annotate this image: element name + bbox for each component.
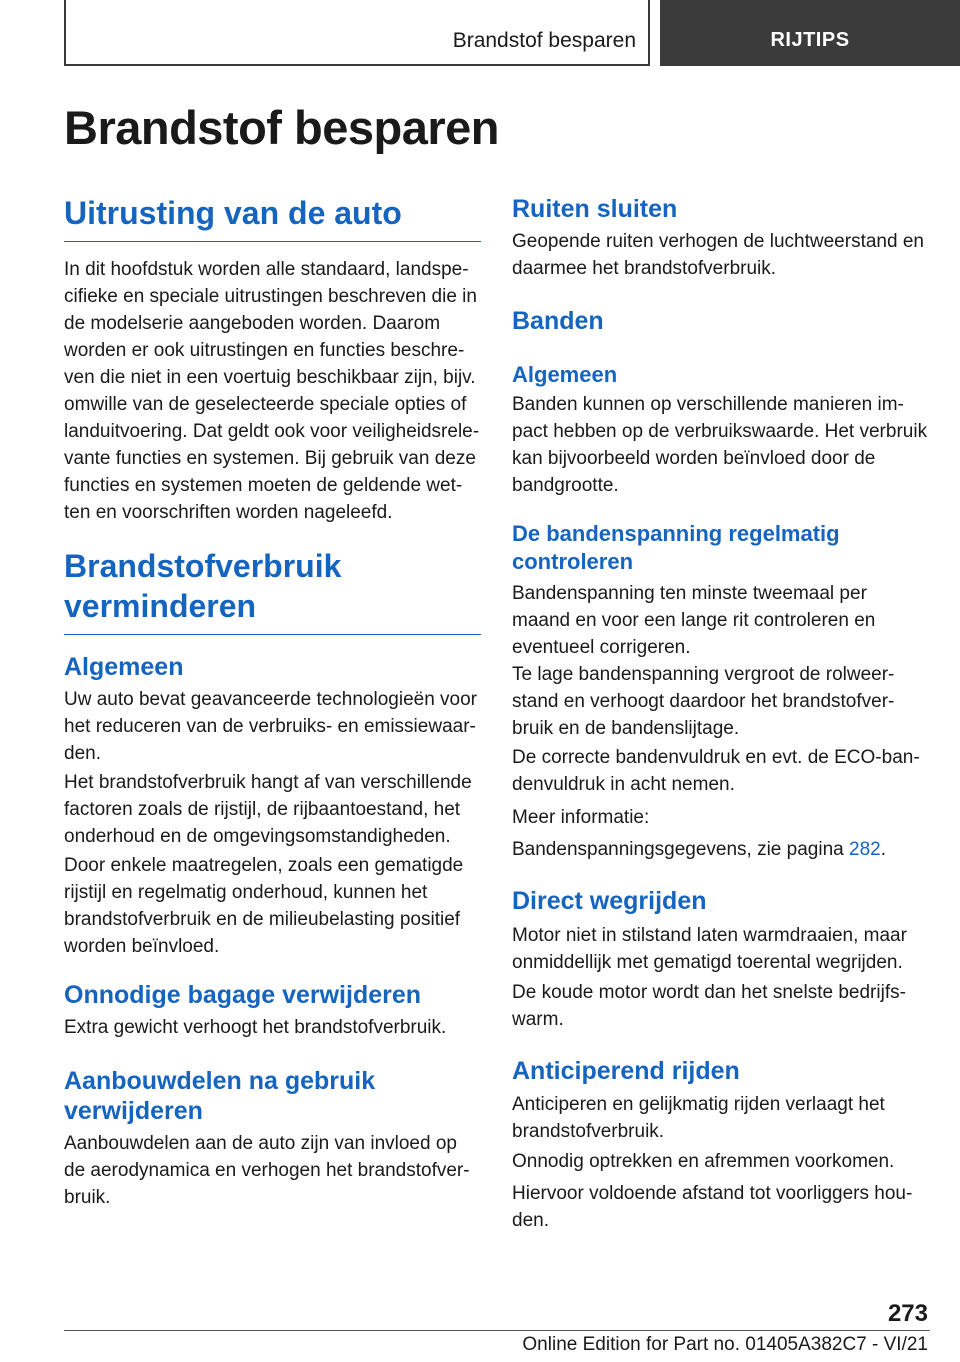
paragraph-banden-algemeen: Banden kunnen op verschillende manieren im-pact hebben op de verbruikswaarde. Het verbruik kan bijvoorbeeld worden beïnvloed door de bandgrootte. bbox=[512, 394, 928, 496]
page-title: Brandstof besparen bbox=[64, 101, 499, 154]
heading-banden: Banden bbox=[512, 307, 604, 335]
reference-end: . bbox=[880, 839, 886, 860]
paragraph-bandenspanningsgegevens bbox=[512, 836, 930, 863]
heading-banden-algemeen: Algemeen bbox=[512, 362, 618, 387]
heading-brandstofverbruik-line2: verminderen bbox=[64, 588, 257, 624]
paragraph-uitrusting: In dit hoofdstuk worden alle standaard, landspe-cifieke en speciale uitrustingen beschreven die in de modelserie aangeboden worden. Daarom worden er ook uitrustingen en functies beschre-ven die niet in een voertuig beschikbaar zijn, bijv. omwille van de geselecteerde speciale opties of landuitvoering. Dat geldt ook voor veiligheidsrele-vante functies en systemen. Bij gebruik van deze functies en systemen moeten de geldende wet-ten en voorschriften worden nageleefd. bbox=[64, 259, 480, 523]
paragraph-algemeen-1: Uw auto bevat geavanceerde technologieën voor het reduceren van de verbruiks- en emissiewaar-den. bbox=[64, 689, 478, 764]
section-title: Brandstof besparen bbox=[452, 29, 636, 52]
paragraph-bandenspanning-1: Bandenspanning ten minste tweemaal per maand en voor een lange rit controleren en eventueel corrigeren. bbox=[512, 583, 876, 658]
heading-brandstofverbruik-line1: Brandstofverbruik bbox=[64, 548, 342, 584]
footer-divider bbox=[64, 1330, 930, 1331]
reference-text: Bandenspanningsgegevens, zie pagina bbox=[512, 839, 849, 860]
paragraph-direct-1: Motor niet in stilstand laten warmdraaien, maar onmiddellijk met gematigd toerental wegrijden. bbox=[512, 925, 907, 973]
heading-aanbouwdelen-line2: verwijderen bbox=[64, 1097, 203, 1125]
heading-anticiperend: Anticiperend rijden bbox=[512, 1057, 740, 1085]
paragraph-bagage: Extra gewicht verhoogt het brandstofverbruik. bbox=[64, 1017, 447, 1038]
heading-algemeen: Algemeen bbox=[64, 653, 184, 681]
edition-note: Online Edition for Part no. 01405A382C7 - VI/21 bbox=[522, 1334, 928, 1355]
paragraph-bandenspanning-3: De correcte bandenvuldruk en evt. de ECO-ban-denvuldruk in acht nemen. bbox=[512, 747, 920, 795]
heading-aanbouwdelen-line1: Aanbouwdelen na gebruik bbox=[64, 1067, 376, 1095]
heading-brandstofverbruik bbox=[64, 546, 481, 635]
paragraph-meer-informatie: Meer informatie: bbox=[512, 807, 650, 828]
heading-aanbouwdelen bbox=[64, 1066, 481, 1126]
paragraph-direct-2: De koude motor wordt dan het snelste bedrijfs-warm. bbox=[512, 982, 906, 1030]
section-header-box bbox=[64, 0, 650, 66]
paragraph-ruiten: Geopende ruiten verhogen de luchtweerstand en daarmee het brandstofverbruik. bbox=[512, 231, 924, 279]
paragraph-anticiperend-3: Hiervoor voldoende afstand tot voorliggers hou-den. bbox=[512, 1183, 913, 1231]
page-number: 273 bbox=[887, 1300, 928, 1327]
paragraph-aanbouwdelen: Aanbouwdelen aan de auto zijn van invloed op de aerodynamica en verhogen het brandstofver-bruik. bbox=[64, 1133, 470, 1208]
heading-bandenspanning bbox=[512, 520, 930, 576]
page-header bbox=[64, 0, 960, 66]
heading-uitrusting: Uitrusting van de auto bbox=[64, 193, 481, 242]
page-link-282[interactable]: 282 bbox=[849, 839, 881, 860]
paragraph-algemeen-3: Door enkele maatregelen, zoals een gematigde rijstijl en regelmatig onderhoud, kunnen het brandstofverbruik en de milieubelasting positief worden beïnvloed. bbox=[64, 855, 464, 957]
heading-bandenspanning-line2: controleren bbox=[512, 549, 634, 574]
chapter-tab-label: RIJTIPS bbox=[770, 29, 850, 51]
heading-bandenspanning-line1: De bandenspanning regelmatig bbox=[512, 521, 840, 546]
heading-bagage: Onnodige bagage verwijderen bbox=[64, 981, 422, 1009]
paragraph-anticiperend-1: Anticiperen en gelijkmatig rijden verlaagt het brandstofverbruik. bbox=[512, 1094, 885, 1142]
paragraph-anticiperend-2: Onnodig optrekken en afremmen voorkomen. bbox=[512, 1151, 895, 1172]
chapter-tab bbox=[660, 0, 960, 66]
paragraph-bandenspanning-2: Te lage bandenspanning vergroot de rolweer-stand en verhoogt daardoor het brandstofver-bruik en de bandenslijtage. bbox=[512, 664, 895, 739]
heading-direct-wegrijden: Direct wegrijden bbox=[512, 887, 707, 915]
heading-ruiten: Ruiten sluiten bbox=[512, 195, 678, 223]
paragraph-algemeen-2: Het brandstofverbruik hangt af van verschillende factoren zoals de rijstijl, de rijbaantoestand, het onderhoud en de omgevingsomstandigheden. bbox=[64, 772, 472, 847]
